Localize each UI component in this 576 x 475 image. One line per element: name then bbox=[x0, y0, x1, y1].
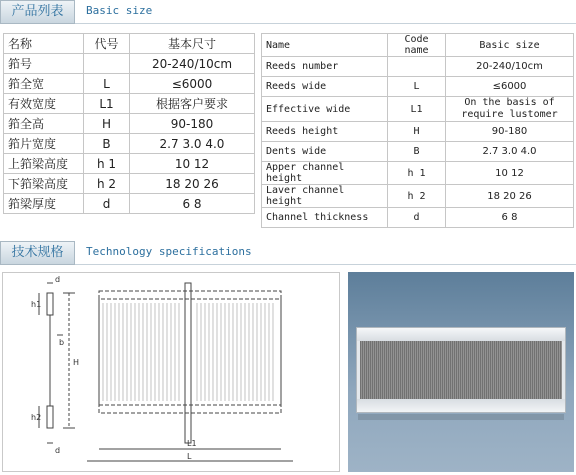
label-d-bottom: d bbox=[55, 446, 61, 455]
table-cell: h 2 bbox=[388, 185, 446, 208]
label-H: H bbox=[73, 358, 80, 367]
table-cell: 2.7 3.0 4.0 bbox=[446, 142, 574, 162]
table-cell: Reeds number bbox=[262, 57, 388, 77]
table-row bbox=[262, 185, 574, 208]
reed-dents bbox=[360, 341, 562, 399]
product-list-subtitle: Basic size bbox=[86, 4, 153, 17]
table-header-cell: 名称 bbox=[4, 34, 84, 54]
table-row bbox=[262, 162, 574, 185]
table-row bbox=[4, 94, 255, 114]
table-cell: h 1 bbox=[388, 162, 446, 185]
reed-bottom-beam bbox=[357, 399, 565, 412]
label-h1: h1 bbox=[31, 300, 42, 309]
photo-shadow bbox=[358, 414, 564, 420]
table-cell: 筘全高 bbox=[4, 114, 84, 134]
spec-table-cn bbox=[3, 33, 255, 214]
table-cell bbox=[388, 57, 446, 77]
table-header-cell: 代号 bbox=[84, 34, 130, 54]
drawing-svg bbox=[3, 273, 339, 471]
table-header-row bbox=[4, 34, 255, 54]
tech-spec-tab: 技术规格 bbox=[0, 241, 75, 265]
table-cell: H bbox=[388, 122, 446, 142]
profile-bottom-beam bbox=[47, 406, 53, 428]
table-header-cell: Basic size bbox=[446, 34, 574, 57]
reed-technical-drawing bbox=[2, 272, 340, 472]
table-cell: Channel thickness bbox=[262, 208, 388, 228]
table-cell: Reeds wide bbox=[262, 77, 388, 97]
table-row bbox=[4, 194, 255, 214]
table-cell: Apper channel height bbox=[262, 162, 388, 185]
reed-top-beam bbox=[357, 328, 565, 341]
front-bottom-beam bbox=[99, 405, 281, 413]
front-top-beam bbox=[99, 291, 281, 299]
front-center-post bbox=[185, 283, 191, 443]
table-cell: 6 8 bbox=[446, 208, 574, 228]
table-cell: d bbox=[388, 208, 446, 228]
table-row bbox=[4, 74, 255, 94]
table-row bbox=[262, 142, 574, 162]
table-cell: 10 12 bbox=[446, 162, 574, 185]
table-header-cell: 基本尺寸 bbox=[130, 34, 255, 54]
table-row bbox=[4, 54, 255, 74]
label-d-top: d bbox=[55, 275, 61, 284]
reed-product-photo bbox=[348, 272, 574, 472]
table-cell: 20-240/10cm bbox=[446, 57, 574, 77]
table-cell: Dents wide bbox=[262, 142, 388, 162]
table-row bbox=[4, 134, 255, 154]
product-list-header bbox=[0, 0, 576, 24]
table-cell: 有效宽度 bbox=[4, 94, 84, 114]
dent-lines bbox=[103, 303, 273, 401]
table-header-cell: Name bbox=[262, 34, 388, 57]
header-rule bbox=[75, 264, 576, 265]
table-cell: 20-240/10cm bbox=[130, 54, 255, 74]
table-cell: H bbox=[84, 114, 130, 134]
table-cell: B bbox=[388, 142, 446, 162]
table-cell: 18 20 26 bbox=[446, 185, 574, 208]
table-cell: 6 8 bbox=[130, 194, 255, 214]
table-cell: 上筘梁高度 bbox=[4, 154, 84, 174]
header-rule bbox=[75, 23, 576, 24]
table-cell: L bbox=[388, 77, 446, 97]
spec-table-en bbox=[261, 33, 574, 228]
table-cell: L1 bbox=[84, 94, 130, 114]
table-cell: Laver channel height bbox=[262, 185, 388, 208]
table-cell: B bbox=[84, 134, 130, 154]
table-cell: 2.7 3.0 4.0 bbox=[130, 134, 255, 154]
table-row bbox=[262, 57, 574, 77]
profile-top-beam bbox=[47, 293, 53, 315]
label-b: b bbox=[59, 338, 65, 347]
table-cell: d bbox=[84, 194, 130, 214]
table-cell: 90-180 bbox=[130, 114, 255, 134]
table-row bbox=[262, 122, 574, 142]
table-cell: 筘片宽度 bbox=[4, 134, 84, 154]
product-list-tab: 产品列表 bbox=[0, 0, 75, 24]
table-cell: 10 12 bbox=[130, 154, 255, 174]
table-row bbox=[262, 97, 574, 122]
reed-frame bbox=[356, 327, 566, 413]
label-h2: h2 bbox=[31, 413, 42, 422]
table-cell: On the basis of require lustomer bbox=[446, 97, 574, 122]
table-cell: 90-180 bbox=[446, 122, 574, 142]
table-cell: h 1 bbox=[84, 154, 130, 174]
table-cell: Effective wide bbox=[262, 97, 388, 122]
table-header-row bbox=[262, 34, 574, 57]
table-cell: 下筘梁高度 bbox=[4, 174, 84, 194]
label-L1: L1 bbox=[187, 439, 197, 448]
table-row bbox=[4, 114, 255, 134]
table-row bbox=[4, 174, 255, 194]
tech-spec-header bbox=[0, 241, 576, 265]
table-cell: L1 bbox=[388, 97, 446, 122]
table-cell: 筘梁厚度 bbox=[4, 194, 84, 214]
table-cell: Reeds height bbox=[262, 122, 388, 142]
table-cell bbox=[84, 54, 130, 74]
label-L: L bbox=[187, 452, 192, 461]
table-cell: h 2 bbox=[84, 174, 130, 194]
table-row bbox=[262, 208, 574, 228]
table-header-cell: Code name bbox=[388, 34, 446, 57]
table-cell: ≤6000 bbox=[446, 77, 574, 97]
tech-spec-subtitle: Technology specifications bbox=[86, 245, 252, 258]
table-cell: 筘全宽 bbox=[4, 74, 84, 94]
table-cell: ≤6000 bbox=[130, 74, 255, 94]
table-cell: 筘号 bbox=[4, 54, 84, 74]
table-cell: 18 20 26 bbox=[130, 174, 255, 194]
table-cell: 根据客户要求 bbox=[130, 94, 255, 114]
table-row bbox=[262, 77, 574, 97]
table-row bbox=[4, 154, 255, 174]
table-cell: L bbox=[84, 74, 130, 94]
